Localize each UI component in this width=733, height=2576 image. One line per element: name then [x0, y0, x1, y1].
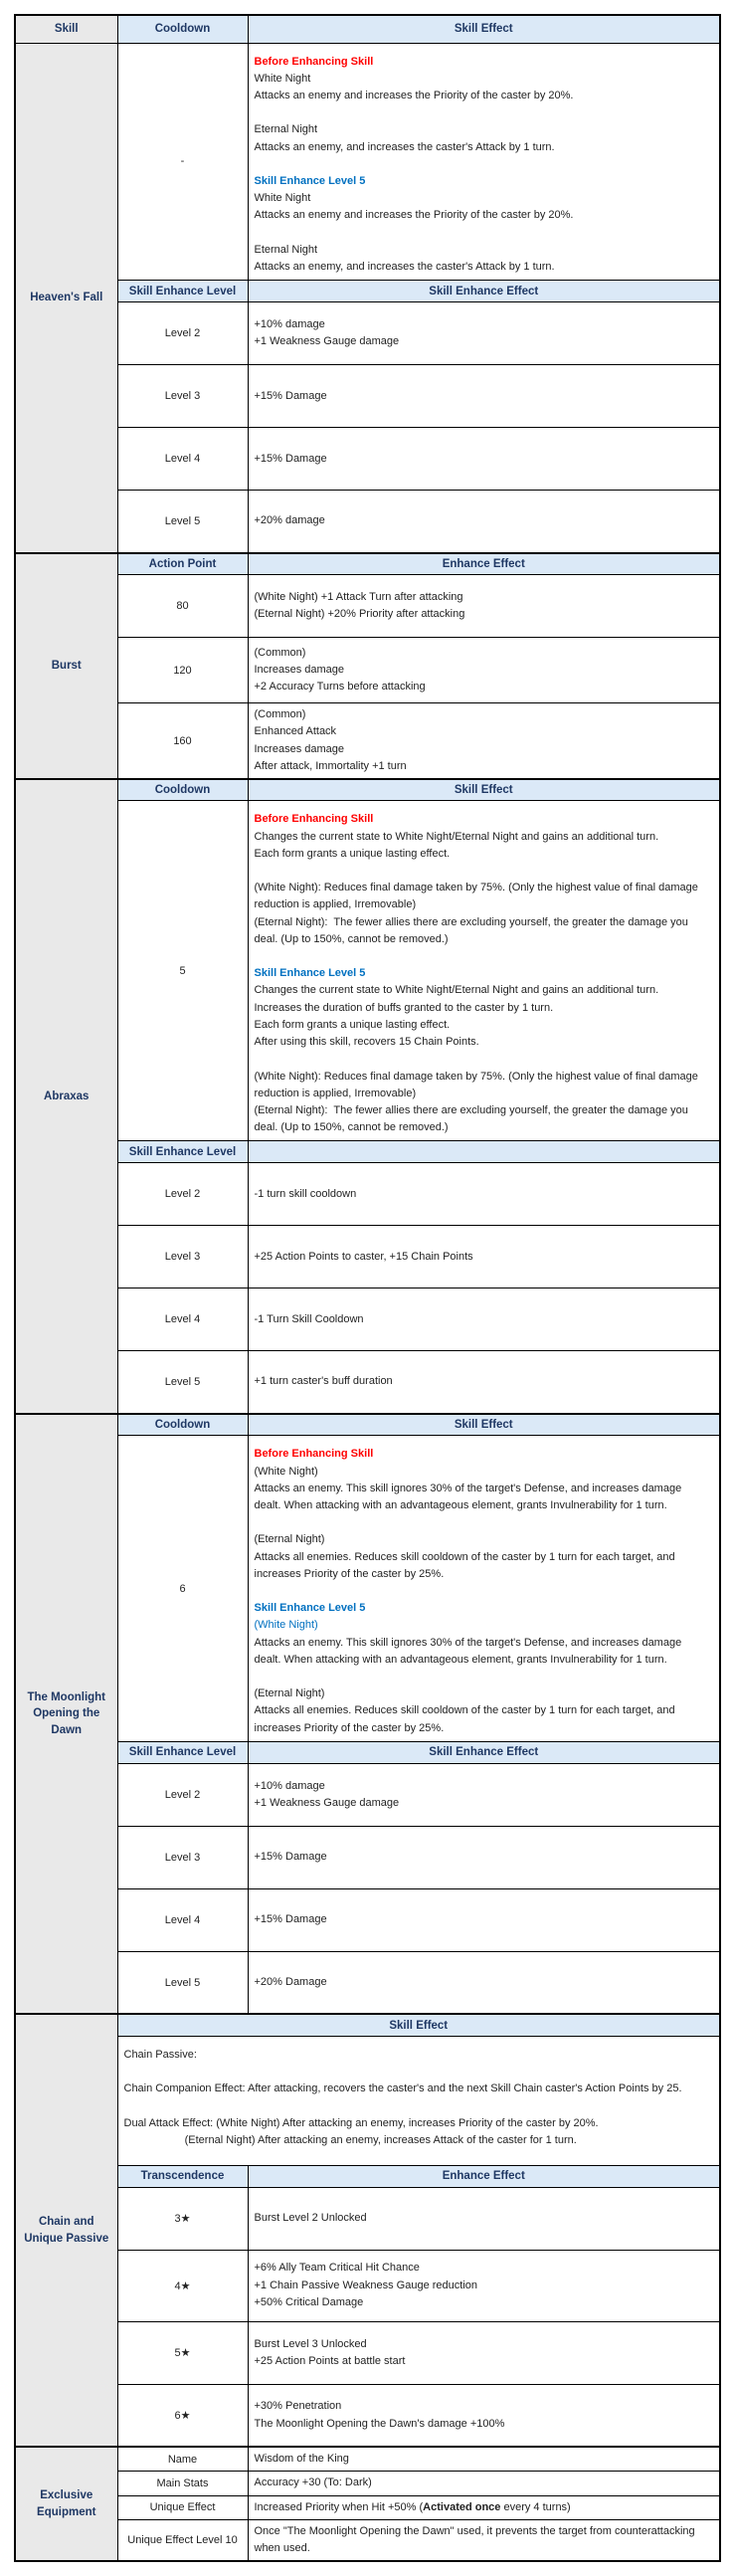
section-chain-unique-passive	[15, 2014, 720, 2447]
skill-table	[14, 14, 721, 2562]
subheader-transcendence: Transcendence	[117, 2165, 248, 2187]
enhance-level-label: Level 3	[117, 365, 248, 428]
skill-effect-text: Before Enhancing Skill White Night Attacks an enemy and increases the Priority of the caster by 20%. Eternal Night Attacks an enemy, and increases the caster's Attack by 1 turn. Skill Enhance Level 5 White Night Attacks an enemy and increases the Priority of the caster by 20%. Eternal Night Attacks an enemy, and increases the caster's Attack by 1 turn.	[248, 43, 720, 281]
skill-name-moonlight: The Moonlight Opening the Dawn	[15, 1414, 117, 2014]
transcendence-star: 3★	[117, 2187, 248, 2250]
section-moonlight	[15, 1414, 720, 2014]
enhance-effect-value: +20% Damage	[248, 1951, 720, 2014]
chain-passive-text: Chain Passive: Chain Companion Effect: After attacking, recovers the caster's and the next Skill Chain caster's Action Points by 25. Dual Attack Effect: (White Night) After attacking an enemy, increases Priority of the caster by 20%. (Eternal Night) After attacking an enemy, increases Attack of the caster for 1 turn.	[117, 2036, 720, 2165]
burst-effect-value: (Common) Increases damage +2 Accuracy Turns before attacking	[248, 638, 720, 703]
equipment-row	[15, 2495, 720, 2519]
enhance-level-label: Level 4	[117, 428, 248, 491]
skill-name-abraxas: Abraxas	[15, 779, 117, 1414]
enhance-row	[15, 365, 720, 428]
equipment-label: Main Stats	[117, 2472, 248, 2495]
subheader-enhance-effect: Enhance Effect	[248, 2165, 720, 2187]
transcendence-effect-value: Burst Level 3 Unlocked +25 Action Points at battle start	[248, 2321, 720, 2384]
enhance-row	[15, 1888, 720, 1951]
enhance-effect-value: +15% Damage	[248, 428, 720, 491]
equipment-value: Wisdom of the King	[248, 2447, 720, 2472]
skill-effect-text: Before Enhancing Skill (White Night) Attacks an enemy. This skill ignores 30% of the target's Defense, and increases damage dealt. When attacking with an advantageous element, grants Invulnerability for 1 turn. (Eternal Night) Attacks all enemies. Reduces skill cooldown of the caster by 1 turn for each target, and increases Priority of the caster by 25%. Skill Enhance Level 5 (White Night) Attacks an enemy. This skill ignores 30% of the target's Defense, and increases damage dealt. When attacking with an advantageous element, grants Invulnerability for 1 turn. (Eternal Night) Attacks all enemies. Reduces skill cooldown of the caster by 1 turn for each target, and increases Priority of the caster by 25%.	[248, 1436, 720, 1741]
enhance-level-label: Level 2	[117, 302, 248, 365]
enhance-row	[15, 1226, 720, 1288]
enhance-row	[15, 1163, 720, 1226]
header-skill-effect: Skill Effect	[248, 15, 720, 43]
enhance-row	[15, 491, 720, 553]
subheader-enhance-effect: Enhance Effect	[248, 553, 720, 575]
header-skill: Skill	[15, 15, 117, 43]
enhance-row	[15, 1763, 720, 1826]
transcendence-star: 5★	[117, 2321, 248, 2384]
enhance-level-label: Level 4	[117, 1888, 248, 1951]
transcendence-row	[15, 2384, 720, 2447]
transcendence-row	[15, 2250, 720, 2321]
enhance-effect-value: +10% damage +1 Weakness Gauge damage	[248, 302, 720, 365]
skill-name-exclusive-equipment: Exclusive Equipment	[15, 2447, 117, 2561]
section-abraxas	[15, 779, 720, 1414]
section-burst	[15, 553, 720, 779]
enhance-level-label: Level 3	[117, 1826, 248, 1888]
subheader-action-point: Action Point	[117, 553, 248, 575]
enhance-row	[15, 1351, 720, 1414]
enhance-level-label: Level 2	[117, 1763, 248, 1826]
enhance-row	[15, 1826, 720, 1888]
burst-row	[15, 703, 720, 779]
enhance-row	[15, 302, 720, 365]
subheader-cooldown: Cooldown	[117, 1414, 248, 1436]
enhance-effect-value: +10% damage +1 Weakness Gauge damage	[248, 1763, 720, 1826]
subheader-enhance-level: Skill Enhance Level	[117, 281, 248, 302]
equipment-value: Once "The Moonlight Opening the Dawn" used, it prevents the target from counterattacking when used.	[248, 2519, 720, 2561]
burst-row	[15, 638, 720, 703]
header-cooldown: Cooldown	[117, 15, 248, 43]
cooldown-value: 6	[117, 1436, 248, 1741]
action-point-value: 80	[117, 575, 248, 638]
subheader-skill-effect: Skill Effect	[248, 779, 720, 801]
enhance-row	[15, 1951, 720, 2014]
skill-effect-text: Before Enhancing Skill Changes the current state to White Night/Eternal Night and gains an additional turn. Each form grants a unique lasting effect. (White Night): Reduces final damage taken by 75%. (Only the highest value of final damage reduction is applied, Irremovable) (Eternal Night): The fewer allies there are excluding yourself, the greater the damage you deal. (Up to 150%, cannot be removed.) Skill Enhance Level 5 Changes the current state to White Night/Eternal Night and gains an additional turn. Increases the duration of buffs granted to the caster by 1 turn. Each form grants a unique lasting effect. After using this skill, recovers 15 Chain Points. (White Night): Reduces final damage taken by 75%. (Only the highest value of final damage reduction is applied, Irremovable) (Eternal Night): The fewer allies there are excluding yourself, the greater the damage you deal. (Up to 150%, cannot be removed.)	[248, 801, 720, 1141]
subheader-enhance-effect: Skill Enhance Effect	[248, 281, 720, 302]
enhance-row	[15, 1288, 720, 1351]
enhance-row	[15, 428, 720, 491]
burst-effect-value: (White Night) +1 Attack Turn after attacking (Eternal Night) +20% Priority after attacking	[248, 575, 720, 638]
equipment-label: Name	[117, 2447, 248, 2472]
cooldown-value: 5	[117, 801, 248, 1141]
subheader-enhance-effect: Skill Enhance Effect	[248, 1741, 720, 1763]
enhance-level-label: Level 5	[117, 1351, 248, 1414]
enhance-level-label: Level 5	[117, 491, 248, 553]
transcendence-effect-value: +6% Ally Team Critical Hit Chance +1 Chain Passive Weakness Gauge reduction +50% Critical Damage	[248, 2250, 720, 2321]
enhance-effect-value: +20% damage	[248, 491, 720, 553]
enhance-level-label: Level 3	[117, 1226, 248, 1288]
skill-name-chain: Chain and Unique Passive	[15, 2014, 117, 2447]
enhance-effect-value: +15% Damage	[248, 365, 720, 428]
enhance-level-label: Level 5	[117, 1951, 248, 2014]
enhance-effect-value: +1 turn caster's buff duration	[248, 1351, 720, 1414]
transcendence-row	[15, 2321, 720, 2384]
enhance-level-label: Level 4	[117, 1288, 248, 1351]
enhance-effect-value: +25 Action Points to caster, +15 Chain Points	[248, 1226, 720, 1288]
skill-name-burst: Burst	[15, 553, 117, 779]
cooldown-value: -	[117, 43, 248, 281]
transcendence-effect-value: Burst Level 2 Unlocked	[248, 2187, 720, 2250]
equipment-value: Accuracy +30 (To: Dark)	[248, 2472, 720, 2495]
transcendence-star: 6★	[117, 2384, 248, 2447]
subheader-skill-effect: Skill Effect	[117, 2014, 720, 2036]
section-heavens-fall	[15, 15, 720, 553]
subheader-skill-effect: Skill Effect	[248, 1414, 720, 1436]
equipment-value: Increased Priority when Hit +50% (Activated once every 4 turns)	[248, 2495, 720, 2519]
transcendence-star: 4★	[117, 2250, 248, 2321]
enhance-effect-value: +15% Damage	[248, 1826, 720, 1888]
skill-name-heavens-fall: Heaven's Fall	[15, 43, 117, 553]
equipment-label: Unique Effect Level 10	[117, 2519, 248, 2561]
subheader-enhance-level: Skill Enhance Level	[117, 1741, 248, 1763]
burst-row	[15, 575, 720, 638]
equipment-row	[15, 2519, 720, 2561]
action-point-value: 160	[117, 703, 248, 779]
equipment-row	[15, 2447, 720, 2472]
subheader-enhance-level: Skill Enhance Level	[117, 1141, 248, 1163]
burst-effect-value: (Common) Enhanced Attack Increases damage After attack, Immortality +1 turn	[248, 703, 720, 779]
action-point-value: 120	[117, 638, 248, 703]
transcendence-row	[15, 2187, 720, 2250]
equipment-row	[15, 2472, 720, 2495]
subheader-enhance-effect	[248, 1141, 720, 1163]
transcendence-effect-value: +30% Penetration The Moonlight Opening the Dawn's damage +100%	[248, 2384, 720, 2447]
subheader-cooldown: Cooldown	[117, 779, 248, 801]
enhance-effect-value: +15% Damage	[248, 1888, 720, 1951]
enhance-effect-value: -1 Turn Skill Cooldown	[248, 1288, 720, 1351]
enhance-effect-value: -1 turn skill cooldown	[248, 1163, 720, 1226]
equipment-label: Unique Effect	[117, 2495, 248, 2519]
enhance-level-label: Level 2	[117, 1163, 248, 1226]
